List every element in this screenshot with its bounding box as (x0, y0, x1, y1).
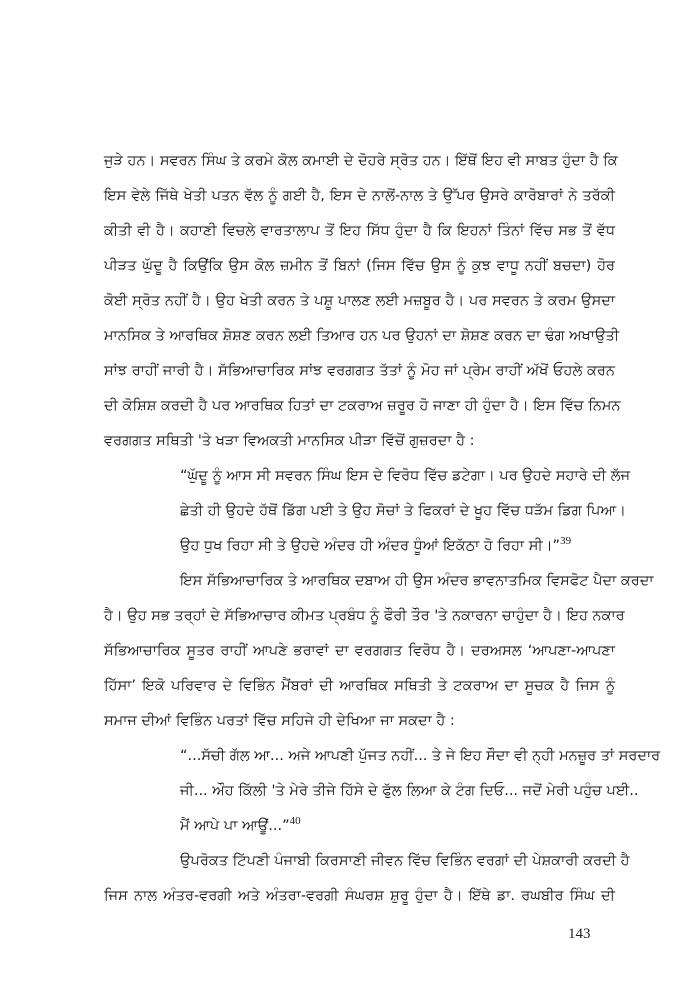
text-line: ਸਮਾਜ ਦੀਆਂ ਵਿਭਿੰਨ ਪਰਤਾਂ ਵਿੱਚ ਸਹਿਜੇ ਹੀ ਦੇਖਿਆ ਜਾ ਸਕਦਾ ਹੈ : (104, 713, 455, 729)
text-line: ਜਿਸ ਨਾਲ ਅੰਤਰ-ਵਰਗੀ ਅਤੇ ਅੰਤਰਾ-ਵਰਗੀ ਸੰਘਰਸ਼ ਸ਼ੁਰੂ ਹੁੰਦਾ ਹੈ। ਇੱਥੇ ਡਾ. ਰਘਬੀਰ ਸਿੰਘ ਦੀ (104, 888, 615, 904)
text-line: ਜੁੜੇ ਹਨ। ਸਵਰਨ ਸਿੰਘ ਤੇ ਕਰਮੇ ਕੋਲ ਕਮਾਈ ਦੇ ਦੋਹਰੇ ਸ੍ਰੋਤ ਹਨ। ਇੱਥੋਂ ਇਹ ਵੀ ਸਾਬਤ ਹੁੰਦਾ ਹੈ ਕਿ (104, 153, 618, 169)
quote-line: ਛੇਤੀ ਹੀ ਉਹਦੇ ਹੱਥੋਂ ਡਿੱਗ ਪਈ ਤੇ ਉਹ ਸੋਚਾਂ ਤੇ ਫਿਕਰਾਂ ਦੇ ਖੂਹ ਵਿੱਚ ਧੜੱਮ ਡਿਗ ਪਿਆ। (180, 503, 626, 519)
text-line: ਉਪਰੋਕਤ ਟਿੱਪਣੀ ਪੰਜਾਬੀ ਕਿਰਸਾਣੀ ਜੀਵਨ ਵਿੱਚ ਵਿਭਿੰਨ ਵਰਗਾਂ ਦੀ ਪੇਸ਼ਕਾਰੀ ਕਰਦੀ ਹੈ (180, 853, 630, 869)
text-line: ਸਾਂਝ ਰਾਹੀਂ ਜਾਰੀ ਹੈ। ਸੱਭਿਆਚਾਰਿਕ ਸਾਂਝ ਵਰਗਗਤ ਤੱਤਾਂ ਨੂੰ ਮੋਹ ਜਾਂ ਪ੍ਰੇਮ ਰਾਹੀਂ ਅੱਖੋਂ ਓਹਲੇ ਕਰਨ (104, 363, 615, 379)
quote-text: ਉਹ ਧੁਖ ਰਿਹਾ ਸੀ ਤੇ ਉਹਦੇ ਅੰਦਰ ਹੀ ਅੰਦਰ ਧੂੰਆਂ ਇਕੱਠਾ ਹੋ ਰਿਹਾ ਸੀ।” (180, 538, 561, 554)
text-line: ਕੀਤੀ ਵੀ ਹੈ। ਕਹਾਣੀ ਵਿਚਲੇ ਵਾਰਤਾਲਾਪ ਤੋਂ ਇਹ ਸਿੱਧ ਹੁੰਦਾ ਹੈ ਕਿ ਇਹਨਾਂ ਤਿੰਨਾਂ ਵਿੱਚ ਸਭ ਤੋਂ ਵੱਧ (104, 223, 615, 239)
text-line: ਮਾਨਸਿਕ ਤੇ ਆਰਥਿਕ ਸ਼ੋਸ਼ਣ ਕਰਨ ਲਈ ਤਿਆਰ ਹਨ ਪਰ ਉਹਨਾਂ ਦਾ ਸ਼ੋਸ਼ਣ ਕਰਨ ਦਾ ਢੰਗ ਅਖਾਉਤੀ (104, 328, 620, 344)
paragraph-3 (104, 844, 630, 914)
quote-line: ਜੀ... ਔਹ ਕਿੱਲੀ 'ਤੇ ਮੇਰੇ ਤੀਜੇ ਹਿੱਸੇ ਦੇ ਫੁੱਲ ਲਿਆ ਕੇ ਟੰਗ ਦਿਓ... ਜਦੋਂ ਮੇਰੀ ਪਹੁੰਚ ਪਈ.. (180, 783, 639, 799)
block-quote-1 (180, 459, 631, 564)
paragraph-2 (104, 564, 654, 739)
text-line: ਸੱਭਿਆਚਾਰਿਕ ਸੂਤਰ ਰਾਹੀਂ ਆਪਣੇ ਭਰਾਵਾਂ ਦਾ ਵਰਗਗਤ ਵਿਰੋਧ ਹੈ। ਦਰਅਸਲ ‘ਆਪਣਾ-ਆਪਣਾ (104, 643, 615, 659)
quote-line: “ਘੁੱਦੂ ਨੂੰ ਆਸ ਸੀ ਸਵਰਨ ਸਿੰਘ ਇਸ ਦੇ ਵਿਰੋਧ ਵਿੱਚ ਡਟੇਗਾ। ਪਰ ਉਹਦੇ ਸਹਾਰੇ ਦੀ ਲੱਜ (180, 468, 631, 484)
text-line: ਦੀ ਕੋਸ਼ਿਸ਼ ਕਰਦੀ ਹੈ ਪਰ ਆਰਥਿਕ ਹਿਤਾਂ ਦਾ ਟਕਰਾਅ ਜ਼ਰੂਰ ਹੋ ਜਾਣਾ ਹੀ ਹੁੰਦਾ ਹੈ। ਇਸ ਵਿੱਚ ਨਿਮਨ (104, 398, 621, 414)
text-line: ਇਸ ਸੱਭਿਆਚਾਰਿਕ ਤੇ ਆਰਥਿਕ ਦਬਾਅ ਹੀ ਉਸ ਅੰਦਰ ਭਾਵਨਾਤਮਿਕ ਵਿਸਫੋਟ ਪੈਦਾ ਕਰਦਾ (180, 573, 654, 589)
document-body (104, 144, 661, 914)
page-number: 143 (568, 926, 591, 942)
text-line: ਇਸ ਵੇਲੇ ਜਿੱਥੇ ਖੇਤੀ ਪਤਨ ਵੱਲ ਨੂੰ ਗਈ ਹੈ, ਇਸ ਦੇ ਨਾਲੋਂ-ਨਾਲ ਤੇ ਉੱਪਰ ਉਸਰੇ ਕਾਰੋਬਾਰਾਂ ਨੇ ਤਰੱਕੀ (104, 188, 615, 204)
footnote-ref: 39 (560, 535, 572, 547)
text-line: ਪੀੜਤ ਘੁੱਦੂ ਹੈ ਕਿਉਂਕਿ ਉਸ ਕੋਲ ਜ਼ਮੀਨ ਤੋਂ ਬਿਨਾਂ (ਜਿਸ ਵਿੱਚ ਉਸ ਨੂੰ ਕੁਝ ਵਾਧੂ ਨਹੀਂ ਬਚਦਾ) ਹੋਰ (104, 258, 615, 274)
text-line: ਕੋਈ ਸ੍ਰੋਤ ਨਹੀਂ ਹੈ। ਉਹ ਖੇਤੀ ਕਰਨ ਤੇ ਪਸ਼ੂ ਪਾਲਣ ਲਈ ਮਜ਼ਬੂਰ ਹੈ। ਪਰ ਸਵਰਨ ਤੇ ਕਰਮ ਉਸਦਾ (104, 293, 615, 309)
text-line: ਹਿੱਸਾ’ ਇਕੋ ਪਰਿਵਾਰ ਦੇ ਵਿਭਿੰਨ ਮੈਂਬਰਾਂ ਦੀ ਆਰਥਿਕ ਸਥਿਤੀ ਤੇ ਟਕਰਾਅ ਦਾ ਸੂਚਕ ਹੈ ਜਿਸ ਨੂੰ (104, 678, 615, 694)
quote-text: ਮੈਂ ਆਪੇ ਪਾ ਆਊਂ...” (180, 818, 290, 834)
paragraph-1 (104, 144, 621, 459)
text-line: ਹੈ। ਉਹ ਸਭ ਤਰ੍ਹਾਂ ਦੇ ਸੱਭਿਆਚਾਰ ਕੀਮਤ ਪ੍ਰਬੰਧ ਨੂੰ ਫੌਰੀ ਤੌਰ 'ਤੇ ਨਕਾਰਨਾ ਚਾਹੁੰਦਾ ਹੈ। ਇਹ ਨਕਾਰ (104, 608, 625, 624)
quote-line: “...ਸੱਚੀ ਗੱਲ ਆ... ਅਜੇ ਆਪਣੀ ਪੁੱਜਤ ਨਹੀਂ... ਤੇ ਜੇ ਇਹ ਸੌਦਾ ਵੀ ਨ੍ਹੀ ਮਨਜ਼ੂਰ ਤਾਂ ਸਰਦਾਰ (180, 748, 661, 764)
quote-line (180, 809, 615, 844)
text-line: ਵਰਗਗਤ ਸਥਿਤੀ 'ਤੇ ਖੜਾ ਵਿਅਕਤੀ ਮਾਨਸਿਕ ਪੀੜਾ ਵਿੱਚੋਂ ਗੁਜ਼ਰਦਾ ਹੈ : (104, 433, 475, 449)
quote-line (180, 529, 615, 564)
block-quote-2 (180, 739, 661, 844)
footnote-ref: 40 (289, 815, 301, 827)
